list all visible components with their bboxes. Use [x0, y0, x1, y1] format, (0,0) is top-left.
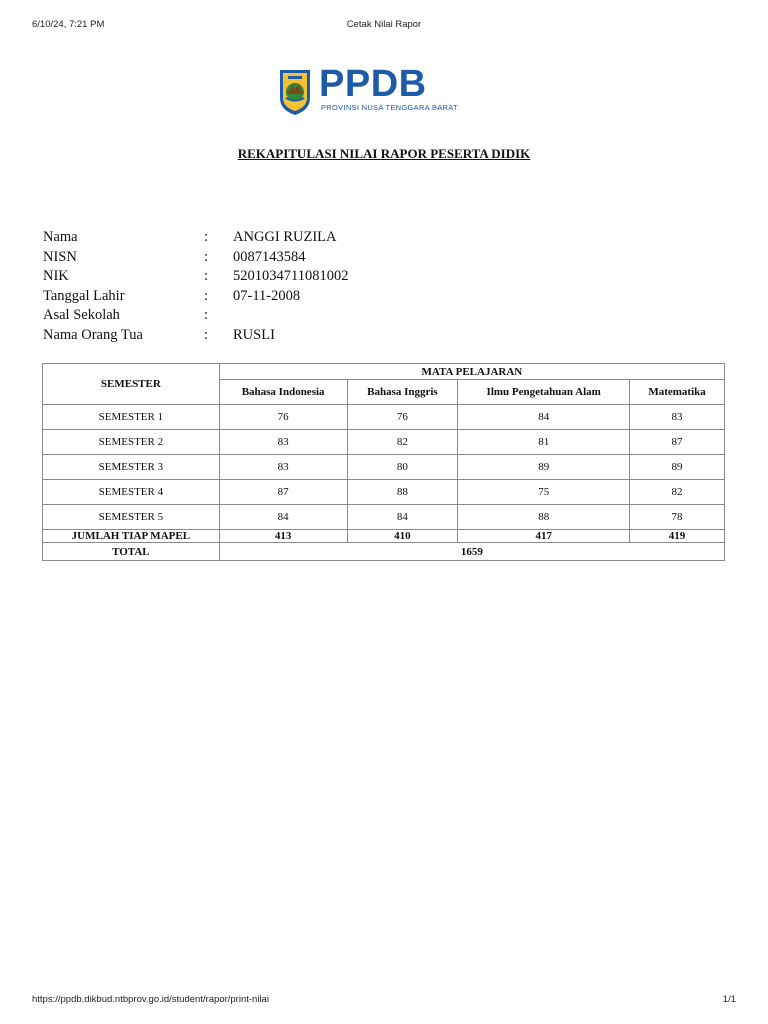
score-cell: 75: [458, 480, 630, 505]
score-cell: 80: [347, 455, 458, 480]
score-cell: 88: [347, 480, 458, 505]
score-cell: 78: [630, 505, 725, 530]
info-label: Tanggal Lahir: [43, 287, 125, 304]
semester-header: SEMESTER: [43, 364, 220, 405]
score-cell: 84: [219, 505, 347, 530]
score-cell: 88: [458, 505, 630, 530]
score-cell: 87: [219, 480, 347, 505]
subject-group-header: MATA PELAJARAN: [219, 364, 724, 380]
score-cell: 76: [347, 405, 458, 430]
total-value: 1659: [219, 543, 724, 561]
table-row: [43, 455, 725, 480]
score-cell: 81: [458, 430, 630, 455]
document-title: REKAPITULASI NILAI RAPOR PESERTA DIDIK: [237, 146, 531, 161]
info-colon: :: [204, 268, 209, 284]
table-row: [43, 505, 725, 530]
info-colon: :: [204, 326, 209, 343]
subject-header: Ilmu Pengetahuan Alam: [458, 380, 630, 405]
score-cell: 83: [219, 430, 347, 455]
ppdb-logo: [278, 63, 478, 116]
score-cell: 83: [219, 455, 347, 480]
score-cell: 84: [347, 505, 458, 530]
print-page-number: 1/1: [722, 994, 736, 1005]
info-label: Nama Orang Tua: [43, 326, 143, 343]
sum-value: 417: [458, 530, 630, 543]
table-row: [43, 405, 725, 430]
semester-label: SEMESTER 2: [43, 430, 220, 455]
info-label: NISN: [43, 248, 77, 265]
info-colon: :: [204, 307, 209, 323]
print-header: [0, 19, 768, 33]
print-page-title: Cetak Nilai Rapor: [346, 19, 422, 30]
ntb-emblem-icon: [278, 68, 312, 116]
sum-value: 410: [347, 530, 458, 543]
sum-row-label: JUMLAH TIAP MAPEL: [43, 530, 220, 543]
logo-subtitle: PROVINSI NUSA TENGGARA BARAT: [321, 103, 458, 112]
info-colon: :: [204, 229, 209, 245]
table-row: [43, 480, 725, 505]
semester-label: SEMESTER 4: [43, 480, 220, 505]
info-value: 0087143584: [233, 248, 306, 265]
score-cell: 89: [630, 455, 725, 480]
score-cell: 89: [458, 455, 630, 480]
print-datetime: 6/10/24, 7:21 PM: [32, 19, 105, 30]
grades-table: [42, 363, 725, 561]
subject-header: Bahasa Inggris: [347, 380, 458, 405]
info-value: RUSLI: [233, 326, 275, 343]
info-label: Asal Sekolah: [43, 307, 120, 323]
logo-brand: PPDB: [319, 63, 427, 105]
info-value: 5201034711081002: [233, 268, 349, 284]
info-colon: :: [204, 287, 209, 304]
score-cell: 87: [630, 430, 725, 455]
score-cell: 76: [219, 405, 347, 430]
print-url: https://ppdb.dikbud.ntbprov.go.id/student/rapor/print-nilai: [32, 994, 269, 1005]
info-value: ANGGI RUZILA: [233, 229, 337, 245]
sum-value: 413: [219, 530, 347, 543]
subject-header: Bahasa Indonesia: [219, 380, 347, 405]
score-cell: 82: [630, 480, 725, 505]
semester-label: SEMESTER 1: [43, 405, 220, 430]
table-row: [43, 430, 725, 455]
score-cell: 84: [458, 405, 630, 430]
semester-label: SEMESTER 3: [43, 455, 220, 480]
score-cell: 82: [347, 430, 458, 455]
total-label: TOTAL: [43, 543, 220, 561]
info-value: 07-11-2008: [233, 287, 301, 304]
info-colon: :: [204, 248, 209, 265]
info-label: Nama: [43, 229, 78, 245]
info-label: NIK: [43, 268, 69, 284]
subject-header: Matematika: [630, 380, 725, 405]
score-cell: 83: [630, 405, 725, 430]
print-footer: [0, 994, 768, 1008]
sum-value: 419: [630, 530, 725, 543]
semester-label: SEMESTER 5: [43, 505, 220, 530]
